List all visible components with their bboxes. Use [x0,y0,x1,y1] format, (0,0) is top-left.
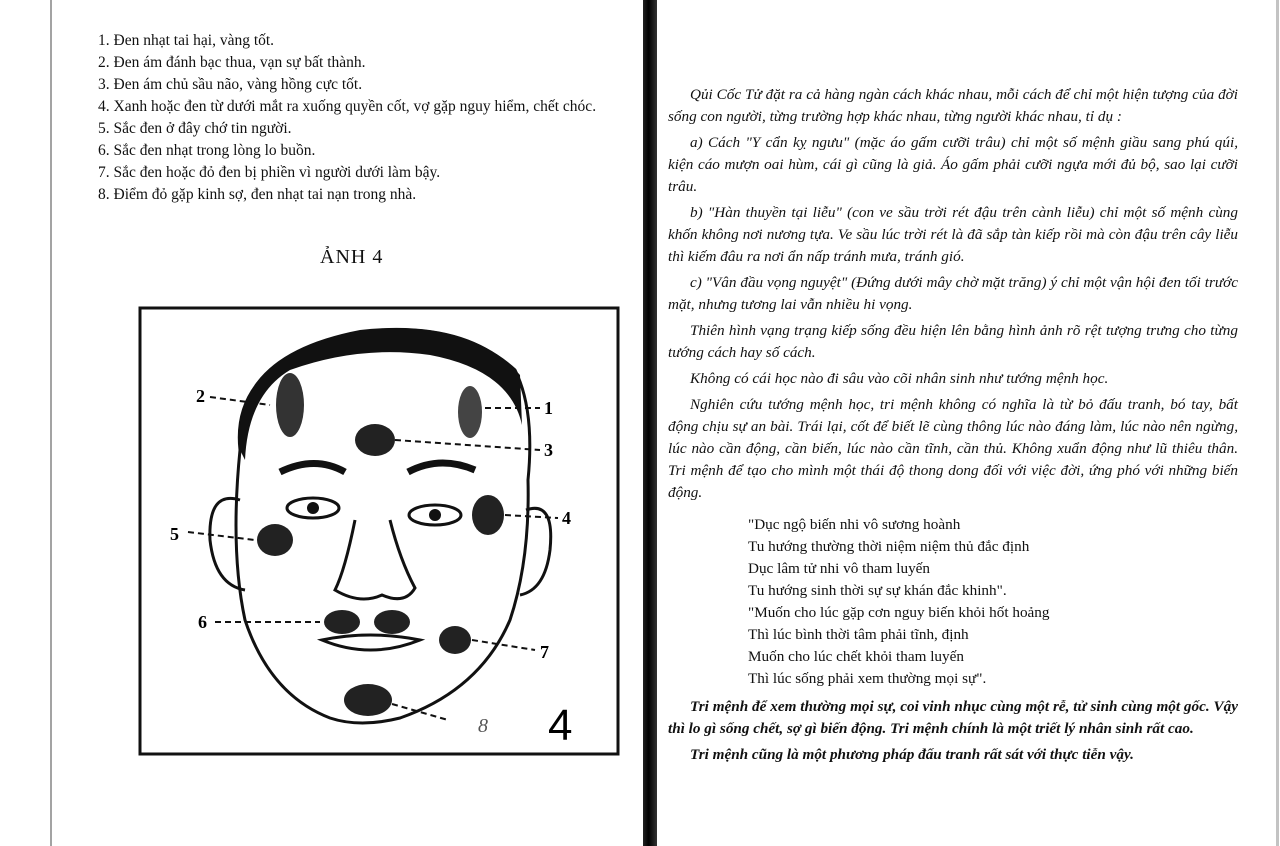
label-2: 2 [196,386,205,406]
pupil-right [429,509,441,521]
feature-list [72,30,638,206]
mark-6 [324,610,360,634]
face-diagram [130,300,630,760]
verse-line: Tu hướng thường thời niệm niệm thủ đắc định [748,538,1030,555]
leader-5 [188,532,255,540]
mark-7 [439,626,471,654]
mark-5 [257,524,293,556]
list-item: 3. Đen ám chủ sầu não, vàng hồng cực tốt. [98,76,363,93]
paragraph: Tri mệnh cũng là một phương pháp đấu tranh rất sát với thực tiễn vậy. [690,746,1134,763]
leader-3 [395,440,540,450]
verse-line: "Dục ngộ biến nhi vô sương hoành [748,516,961,533]
verse-line: Tu hướng sinh thời sự sự khán đắc khinh". [748,582,1007,599]
paragraph: Tri mệnh để xem thường mọi sự, coi vinh nhục cùng một rễ, tử sinh cùng một gốc. Vậy thì lo gì sống chết, sợ gì biến động. Tri mệnh chính là một triết lý nhân sinh rất cao. [668,698,1238,737]
figure-corner-number: 4 [548,701,573,750]
eyebrow-left [280,464,345,473]
paragraph: Thiên hình vạng trạng kiếp sống đều hiện lên bằng hình ảnh rõ rệt tượng trưng cho từng tướng cách hay số cách. [668,322,1238,361]
verse-line: Thì lúc sống phải xem thường mọi sự". [748,670,987,687]
verse-line: Thì lúc bình thời tâm phải tĩnh, định [748,626,969,643]
mark-8 [344,684,392,716]
right-page [660,0,1280,846]
paragraph: Nghiên cứu tướng mệnh học, tri mệnh không có nghĩa là từ bỏ đấu tranh, bó tay, bất động chịu sự an bài. Trái lại, cốt để biết lẽ cùng thông lúc nào đáng làm, lúc nào nên ngừng, lúc nào cần động, cần biến, lúc nào cần tĩnh, cần thủ. Không xuẩn động như lũ thiêu thân. Tri mệnh để tạo cho mình một thái độ thong dong đối với việc đời, ứng phó với những biến động. [668,396,1238,501]
label-4: 4 [562,508,571,528]
label-5: 5 [170,524,179,544]
list-item: 7. Sắc đen hoặc đỏ đen bị phiền vì người dưới làm bậy. [98,164,441,181]
list-item: 1. Đen nhạt tai hại, vàng tốt. [98,32,275,49]
list-item: 4. Xanh hoặc đen từ dưới mắt ra xuống quyền cốt, vợ gặp nguy hiểm, chết chóc. [98,98,597,115]
photo-title: ẢNH 4 [320,246,384,268]
leader-7 [472,640,535,650]
mark-4 [472,495,504,535]
book-spine [643,0,657,846]
list-item: 5. Sắc đen ở đây chớ tin người. [98,120,292,137]
verse-block [748,514,1238,690]
paragraph: Qủi Cốc Tử đặt ra cả hàng ngàn cách khác nhau, mỗi cách để chỉ một hiện tượng của đời sống con người, từng trường hợp khác nhau, từng người khác nhau, tỉ dụ : [668,86,1238,125]
mouth [322,635,420,650]
mark-1 [458,386,482,438]
paragraph: a) Cách "Y cẩn kỵ ngưu" (mặc áo gấm cưỡi trâu) chỉ một số mệnh giầu sang phú qúi, kiện cáo mượn oai hùm, cái gì cũng là giả. Áo gấm phải cưỡi ngựa mới đủ bộ, sao lại cưỡi trâu. [668,134,1238,195]
eyebrow-right [408,463,475,472]
mark-3 [355,424,395,456]
verse-line: "Muốn cho lúc gặp cơn nguy biến khỏi hốt hoảng [748,604,1050,621]
verse-line: Muốn cho lúc chết khỏi tham luyến [748,648,964,665]
mark-6b [374,610,410,634]
nose [335,520,415,599]
verse-line: Dục lâm tử nhi vô tham luyến [748,560,931,577]
list-item: 8. Điểm đỏ gặp kinh sợ, đen nhạt tai nạn trong nhà. [98,186,417,203]
label-7: 7 [540,642,549,662]
leader-4 [505,515,558,518]
list-item: 2. Đen ám đánh bạc thua, vạn sự bất thành. [98,54,366,71]
pupil-left [307,502,319,514]
label-8: 8 [478,715,488,737]
list-item: 6. Sắc đen nhạt trong lòng lo buồn. [98,142,316,159]
label-3: 3 [544,440,553,460]
paragraph: Không có cái học nào đi sâu vào cõi nhân sinh như tướng mệnh học. [690,370,1109,387]
label-6: 6 [198,612,207,632]
paragraph: c) "Vân đầu vọng nguyệt" (Đứng dưới mây chờ mặt trăng) ý chỉ một vận hội đen tối trước mặt, nhưng tương lai vẫn nhiều hi vọng. [668,274,1238,313]
paragraph: b) "Hàn thuyền tại liễu" (con ve sầu trời rét đậu trên cành liễu) chỉ một số mệnh cùng khốn không nơi nương tựa. Ve sầu lúc trời rét là đã sắp tàn kiếp rồi mà còn đậu trên cây liễu thì kiếm đâu ra nơi ẩn nấp tránh mưa, tránh gió. [668,204,1238,265]
label-1: 1 [544,398,553,418]
right-text-block [668,84,1238,770]
mark-2 [276,373,304,437]
